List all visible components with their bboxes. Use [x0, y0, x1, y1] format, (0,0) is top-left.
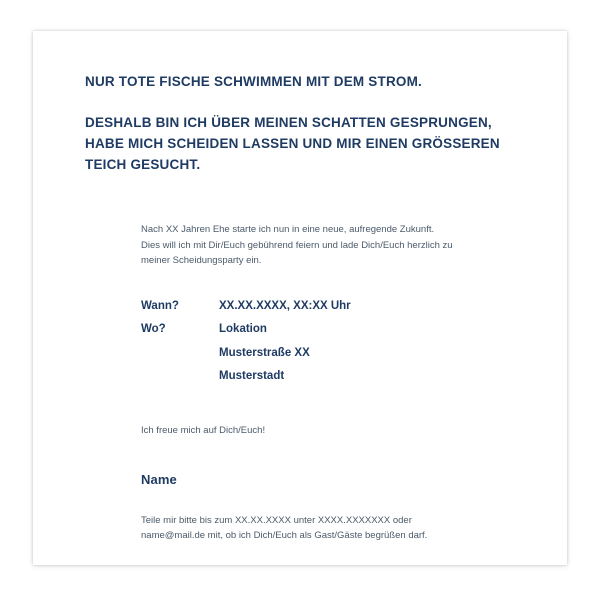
headline-secondary: DESHALB BIN ICH ÜBER MEINEN SCHATTEN GESPRUNGEN, HABE MICH SCHEIDEN LASSEN UND MIR EINEN GRÖSSEREN TEICH GESUCHT. — [85, 115, 500, 173]
card-content — [85, 73, 527, 554]
detail-value-when: XX.XX.XXXX, XX:XX Uhr — [219, 300, 351, 312]
detail-value-street: Musterstraße XX — [219, 346, 310, 359]
headline-primary: NUR TOTE FISCHE SCHWIMMEN MIT DEM STROM. — [85, 74, 422, 89]
detail-value-city: Musterstadt — [219, 370, 285, 383]
table-row — [141, 299, 351, 322]
closing-line: Ich freue mich auf Dich/Euch! — [141, 424, 266, 436]
invitation-card — [33, 31, 567, 565]
rsvp-paragraph: Teile mir bitte bis zum XX.XX.XXXX unter XXXX.XXXXXXX oder name@mail.de mit, ob ich Dich/Euch als Gast/Gäste begrüßen darf. — [141, 514, 428, 542]
detail-label-empty-1 — [141, 346, 219, 369]
intro-paragraph: Nach XX Jahren Ehe starte ich nun in eine neue, aufregende Zukunft. Dies will ich mit Dir/Euch gebührend feiern und lade Dich/Euch herzlich zu meiner Scheidungsparty ein. — [141, 223, 453, 267]
table-row — [141, 322, 351, 345]
detail-label-empty-2 — [141, 369, 219, 392]
table-row — [141, 369, 351, 392]
detail-label-when: Wann? — [141, 300, 179, 312]
table-row — [141, 346, 351, 369]
signature-name: Name — [141, 471, 177, 487]
detail-label-where: Wo? — [141, 323, 166, 336]
detail-value-venue: Lokation — [219, 323, 267, 336]
event-details-table — [141, 299, 351, 393]
